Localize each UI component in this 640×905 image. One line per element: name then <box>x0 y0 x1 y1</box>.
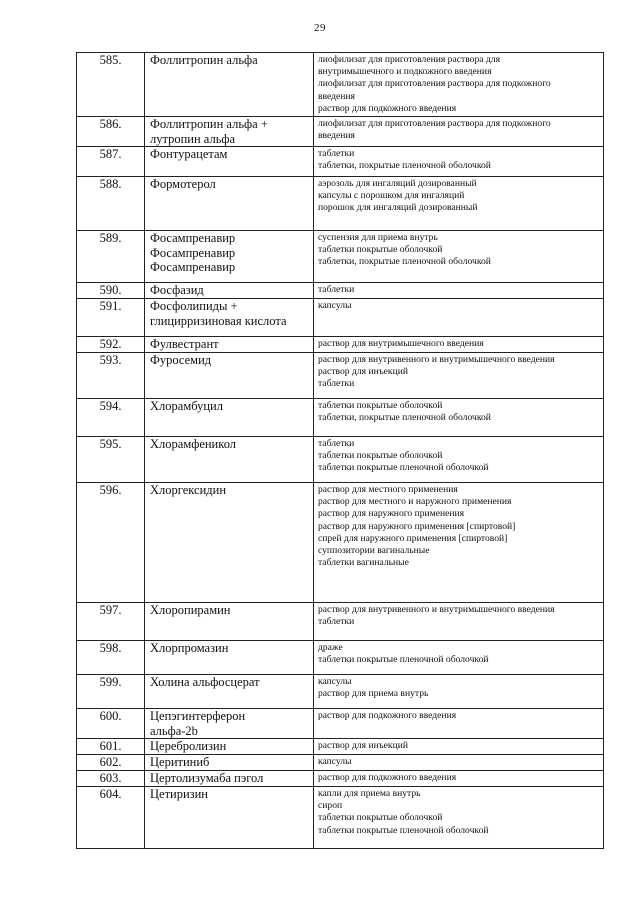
drug-name-cell <box>145 117 314 147</box>
drug-name-line: Церебролизин <box>150 739 227 753</box>
dosage-form-line: таблетки, покрытые пленочной оболочкой <box>318 160 491 172</box>
drug-name-line: Фуросемид <box>150 353 212 367</box>
row-number: 601. <box>77 739 145 755</box>
table-row <box>77 283 604 299</box>
drug-name-line: Церитиниб <box>150 755 210 769</box>
dosage-forms-cell <box>314 337 604 353</box>
drug-name-line: Фоллитропин альфа + <box>150 117 268 131</box>
row-number: 592. <box>77 337 145 353</box>
drug-name-line: Хлорпромазин <box>150 641 229 655</box>
drug-name-line: Цепэгинтерферон <box>150 709 246 723</box>
drug-name-line: Фосампренавир <box>150 231 236 245</box>
drug-name-cell <box>145 771 314 787</box>
table-row <box>77 353 604 399</box>
drug-name-line: Фосфазид <box>150 283 204 297</box>
dosage-form-line: порошок для ингаляций дозированный <box>318 202 478 214</box>
table-row <box>77 437 604 483</box>
drug-name-cell <box>145 177 314 231</box>
dosage-forms-cell <box>314 771 604 787</box>
table-row <box>77 147 604 177</box>
dosage-form-line: таблетки вагинальные <box>318 557 409 569</box>
table-row <box>77 299 604 337</box>
dosage-form-line: раствор для внутримышечного введения <box>318 338 484 349</box>
dosage-forms-cell <box>314 117 604 147</box>
dosage-form-line: раствор для инъекций <box>318 740 408 751</box>
drug-name-cell <box>145 709 314 739</box>
table-row <box>77 231 604 283</box>
dosage-form-line: введения <box>318 90 355 102</box>
dosage-form-line: капсулы <box>318 300 352 311</box>
dosage-form-line: таблетки <box>318 284 355 295</box>
page-number: 29 <box>314 22 326 34</box>
dosage-forms-cell <box>314 641 604 675</box>
drug-name-cell <box>145 603 314 641</box>
table-row <box>77 641 604 675</box>
drug-name-line: Хлорамбуцил <box>150 399 223 413</box>
dosage-form-line: внутримышечного и подкожного введения <box>318 66 492 78</box>
row-number: 603. <box>77 771 145 787</box>
row-number: 597. <box>77 603 145 641</box>
dosage-form-line: раствор для внутривенного и внутримышечного введения <box>318 354 555 365</box>
drug-name-cell <box>145 641 314 675</box>
dosage-forms-cell <box>314 353 604 399</box>
drug-name-cell <box>145 437 314 483</box>
dosage-forms-cell <box>314 483 604 603</box>
dosage-forms-cell <box>314 603 604 641</box>
table-row <box>77 787 604 849</box>
drug-name-line: Формотерол <box>150 177 216 191</box>
dosage-form-line: раствор для местного применения <box>318 484 458 495</box>
drug-name-line: лутропин альфа <box>150 131 236 146</box>
row-number: 604. <box>77 787 145 849</box>
drug-name-cell <box>145 53 314 117</box>
dosage-form-line: капсулы <box>318 676 352 687</box>
drug-name-cell <box>145 353 314 399</box>
dosage-form-line: спрей для наружного применения [спиртовой] <box>318 532 508 544</box>
dosage-form-line: таблетки <box>318 378 355 390</box>
drug-name-line: Фоллитропин альфа <box>150 53 258 67</box>
dosage-forms-cell <box>314 283 604 299</box>
dosage-forms-cell <box>314 177 604 231</box>
dosage-form-line: сироп <box>318 800 343 812</box>
dosage-form-line: таблетки <box>318 616 355 628</box>
drug-name-cell <box>145 399 314 437</box>
drug-name-line: Фосфолипиды + <box>150 299 238 313</box>
dosage-form-line: капсулы с порошком для ингаляций <box>318 190 465 202</box>
dosage-forms-cell <box>314 437 604 483</box>
dosage-forms-cell <box>314 299 604 337</box>
dosage-form-line: раствор для подкожного введения <box>318 710 457 721</box>
table-row <box>77 603 604 641</box>
dosage-form-line: таблетки покрытые пленочной оболочкой <box>318 462 489 474</box>
dosage-form-line: раствор для внутривенного и внутримышечного введения <box>318 604 555 615</box>
dosage-form-line: суппозитории вагинальные <box>318 545 430 557</box>
dosage-form-line: таблетки, покрытые пленочной оболочкой <box>318 412 491 424</box>
drug-name-cell <box>145 147 314 177</box>
dosage-form-line: таблетки <box>318 148 355 159</box>
row-number: 593. <box>77 353 145 399</box>
dosage-form-line: драже <box>318 642 343 653</box>
drug-name-line: Цетиризин <box>150 787 208 801</box>
row-number: 589. <box>77 231 145 283</box>
dosage-form-line: таблетки покрытые оболочкой <box>318 400 443 411</box>
row-number: 588. <box>77 177 145 231</box>
table-row <box>77 483 604 603</box>
dosage-forms-cell <box>314 755 604 771</box>
drug-name-cell <box>145 337 314 353</box>
drug-name-cell <box>145 483 314 603</box>
drug-name-cell <box>145 675 314 709</box>
drug-name-cell <box>145 755 314 771</box>
drug-name-line: Холина альфосцерат <box>150 675 260 689</box>
dosage-form-line: раствор для инъекций <box>318 366 408 378</box>
row-number: 590. <box>77 283 145 299</box>
dosage-form-line: таблетки, покрытые пленочной оболочкой <box>318 256 491 268</box>
row-number: 595. <box>77 437 145 483</box>
dosage-form-line: таблетки <box>318 438 355 449</box>
drug-name-line: Хлоргексидин <box>150 483 227 497</box>
table-row <box>77 755 604 771</box>
row-number: 602. <box>77 755 145 771</box>
table-row <box>77 53 604 117</box>
row-number: 587. <box>77 147 145 177</box>
drug-name-cell <box>145 283 314 299</box>
dosage-form-line: таблетки покрытые оболочкой <box>318 450 443 462</box>
dosage-form-line: суспензия для приема внутрь <box>318 232 438 243</box>
dosage-form-line: таблетки покрытые оболочкой <box>318 812 443 824</box>
dosage-form-line: раствор для местного и наружного применения <box>318 496 512 508</box>
dosage-form-line: капли для приема внутрь <box>318 788 421 799</box>
row-number: 586. <box>77 117 145 147</box>
dosage-form-line: таблетки покрытые оболочкой <box>318 244 443 256</box>
row-number: 600. <box>77 709 145 739</box>
table-row <box>77 675 604 709</box>
drug-name-line: Хлорамфеникол <box>150 437 237 451</box>
table-row <box>77 399 604 437</box>
dosage-form-line: таблетки покрытые пленочной оболочкой <box>318 654 489 666</box>
drug-name-line: Фосампренавир <box>150 245 236 260</box>
drug-name-line: Фонтурацетам <box>150 147 228 161</box>
table-row <box>77 709 604 739</box>
dosage-forms-cell <box>314 675 604 709</box>
drug-table <box>76 52 604 849</box>
dosage-forms-cell <box>314 739 604 755</box>
drug-name-cell <box>145 739 314 755</box>
drug-name-line: Хлоропирамин <box>150 603 231 617</box>
table-row <box>77 771 604 787</box>
row-number: 598. <box>77 641 145 675</box>
dosage-form-line: раствор для приема внутрь <box>318 688 429 700</box>
drug-name-line: Фосампренавир <box>150 260 236 274</box>
dosage-form-line: аэрозоль для ингаляций дозированный <box>318 178 477 189</box>
drug-name-line: Фулвестрант <box>150 337 219 351</box>
drug-name-line: Цертолизумаба пэгол <box>150 771 264 785</box>
dosage-form-line: раствор для подкожного введения <box>318 102 457 114</box>
row-number: 596. <box>77 483 145 603</box>
dosage-forms-cell <box>314 787 604 849</box>
drug-name-cell <box>145 299 314 337</box>
dosage-form-line: лиофилизат для приготовления раствора для подкожного <box>318 78 551 90</box>
dosage-forms-cell <box>314 709 604 739</box>
dosage-form-line: раствор для наружного применения <box>318 508 465 520</box>
table-row <box>77 739 604 755</box>
row-number: 591. <box>77 299 145 337</box>
dosage-forms-cell <box>314 147 604 177</box>
dosage-form-line: раствор для подкожного введения <box>318 772 457 783</box>
drug-name-cell <box>145 787 314 849</box>
table-row <box>77 177 604 231</box>
drug-name-cell <box>145 231 314 283</box>
row-number: 585. <box>77 53 145 117</box>
dosage-form-line: раствор для наружного применения [спиртовой] <box>318 520 516 532</box>
dosage-form-line: лиофилизат для приготовления раствора для <box>318 54 500 65</box>
drug-name-line: альфа-2b <box>150 723 198 738</box>
table-body <box>77 53 604 849</box>
dosage-forms-cell <box>314 231 604 283</box>
dosage-forms-cell <box>314 53 604 117</box>
dosage-forms-cell <box>314 399 604 437</box>
row-number: 594. <box>77 399 145 437</box>
table-row <box>77 337 604 353</box>
dosage-form-line: таблетки покрытые пленочной оболочкой <box>318 824 489 836</box>
drug-name-line: глицирризиновая кислота <box>150 313 287 328</box>
table-row <box>77 117 604 147</box>
dosage-form-line: лиофилизат для приготовления раствора для подкожного <box>318 118 551 129</box>
dosage-form-line: введения <box>318 130 355 142</box>
dosage-form-line: капсулы <box>318 756 352 767</box>
row-number: 599. <box>77 675 145 709</box>
